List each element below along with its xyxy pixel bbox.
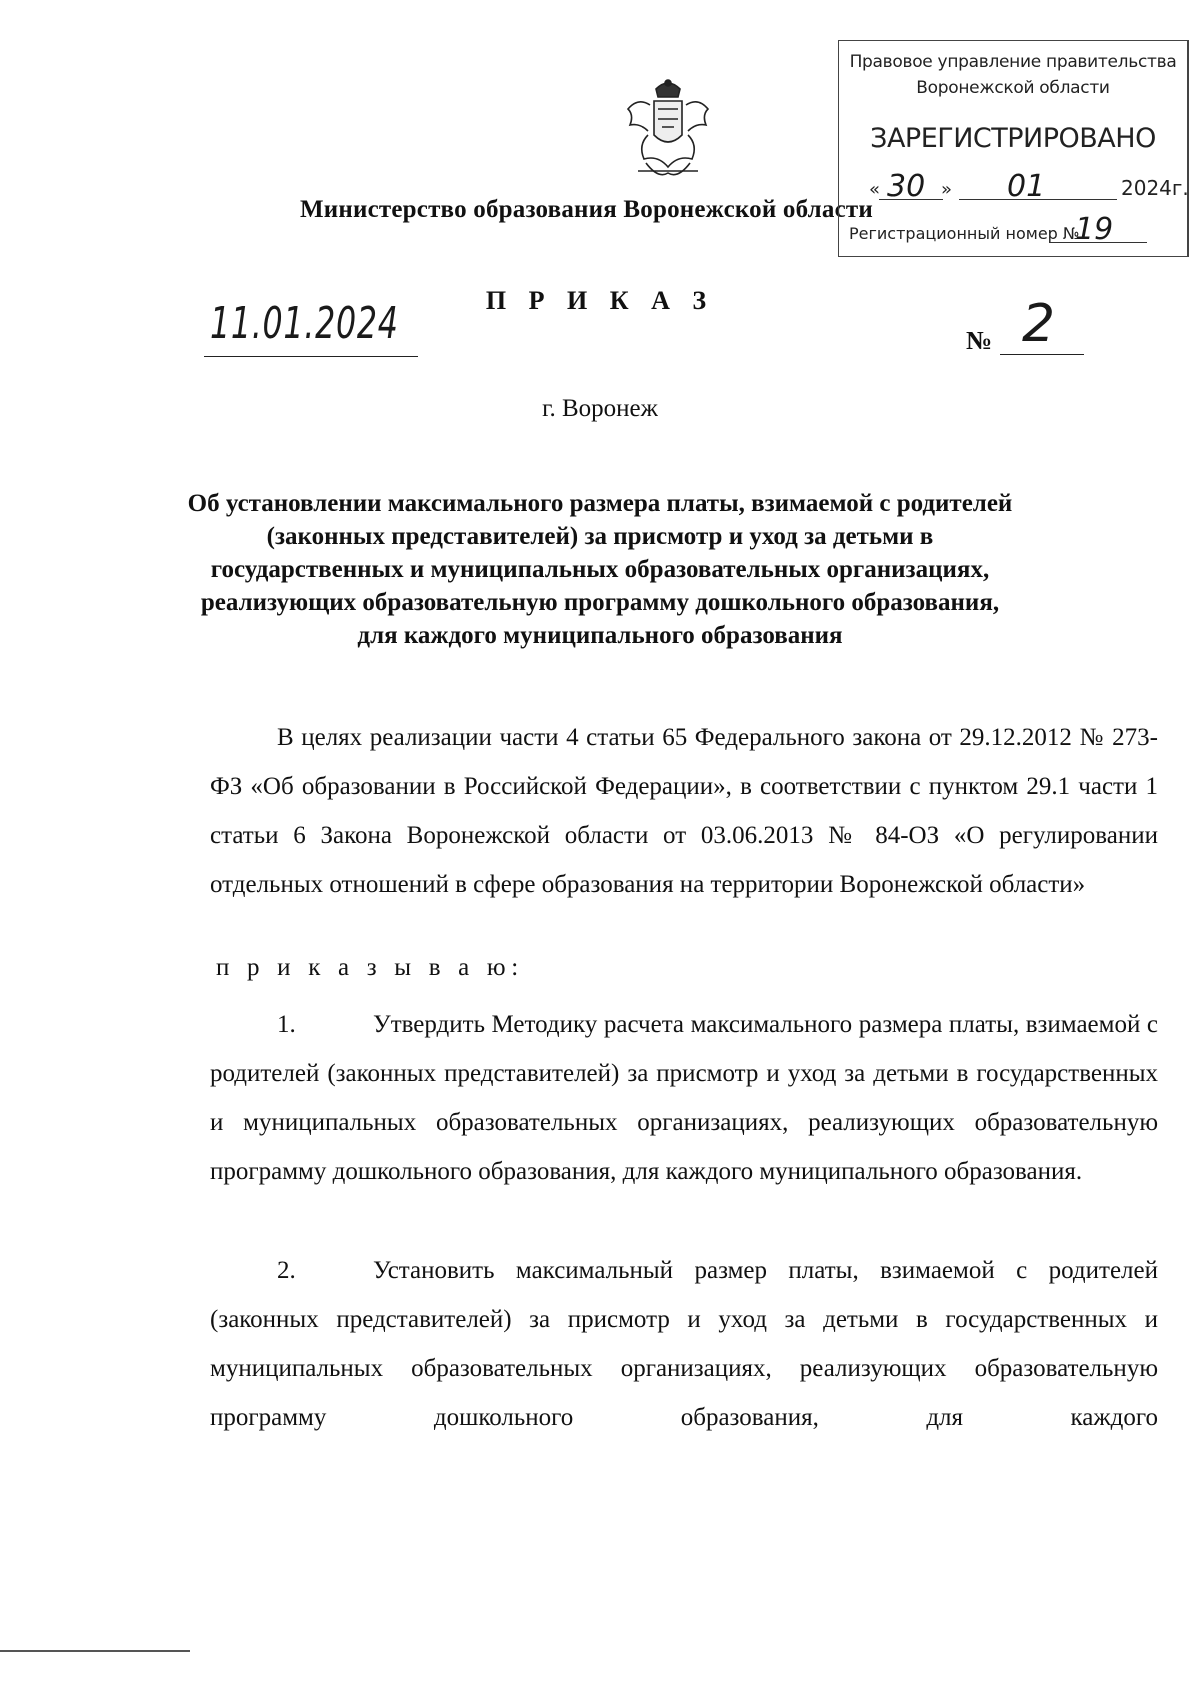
subject-line: реализующих образовательную программу дошкольного образования, xyxy=(200,589,1000,616)
order-date: 11.01.2024 xyxy=(210,298,399,349)
stamp-reg-label: Регистрационный номер № xyxy=(849,224,1080,243)
order-number-label: № xyxy=(966,326,993,355)
stamp-year: 2024г. xyxy=(1121,176,1189,200)
order-item-number: 2. xyxy=(277,1257,296,1284)
stamp-region-line: Воронежской области xyxy=(916,78,1110,98)
order-item-text: Установить максимальный размер платы, взимаемой с родителей (законных представителей) за присмотр и уход за детьми в государственных и муниципальных образовательных организациях, реализующих образовательную программу дошкольного образования, для каждого xyxy=(210,1257,1158,1431)
stamp-reg-number: 19 xyxy=(1075,212,1114,247)
scan-edge-mark xyxy=(0,1650,190,1652)
stamp-month: 01 xyxy=(1007,169,1046,204)
stamp-registered-label: ЗАРЕГИСТРИРОВАНО xyxy=(870,123,1156,154)
order-item-text: Утвердить Методику расчета максимального размера платы, взимаемой с родителей (законных представителей) за присмотр и уход за детьми в государственных и муниципальных образовательных организациях, реализующих образовательную программу дошкольного образования, для каждого муниципального образования. xyxy=(210,1011,1158,1185)
preamble-paragraph: В целях реализации части 4 статьи 65 Федерального закона от 29.12.2012 № 273-ФЗ «Об образовании в Российской Федерации», в соответствии с пунктом 29.1 части 1 статьи 6 Закона Воронежской области от 03.06.2013 № 84-ОЗ «О регулировании отдельных отношений в сфере образования на территории Воронежской области» xyxy=(210,724,1158,898)
stamp-authority-line: Правовое управление правительства xyxy=(849,52,1177,72)
coat-of-arms-icon xyxy=(618,75,718,185)
stamp-date-line xyxy=(849,166,1189,204)
order-item xyxy=(210,1000,1158,1196)
order-city: г. Воронеж xyxy=(542,395,658,422)
order-number: 2 xyxy=(1022,294,1056,354)
ministry-name: Министерство образования Воронежской области xyxy=(300,196,873,223)
stamp-open-quote: « xyxy=(869,179,881,200)
document-type-title: П Р И К А З xyxy=(485,286,715,315)
stamp-day: 30 xyxy=(887,169,926,204)
orders-word: п р и к а з ы в а ю: xyxy=(216,954,524,981)
order-subject xyxy=(170,487,1030,652)
order-item-number: 1. xyxy=(277,1011,296,1038)
registration-stamp xyxy=(838,40,1189,257)
order-date-underline xyxy=(204,356,418,357)
subject-line: Об установлении максимального размера платы, взимаемой с родителей xyxy=(187,490,1013,517)
subject-line: государственных и муниципальных образовательных организациях, xyxy=(210,556,990,583)
order-item xyxy=(210,1246,1158,1442)
subject-line: (законных представителей) за присмотр и уход за детьми в xyxy=(266,523,934,550)
subject-line: для каждого муниципального образования xyxy=(357,622,843,649)
order-number-underline xyxy=(1000,354,1084,355)
stamp-number-line xyxy=(849,211,1179,249)
stamp-close-quote: » xyxy=(941,179,953,200)
